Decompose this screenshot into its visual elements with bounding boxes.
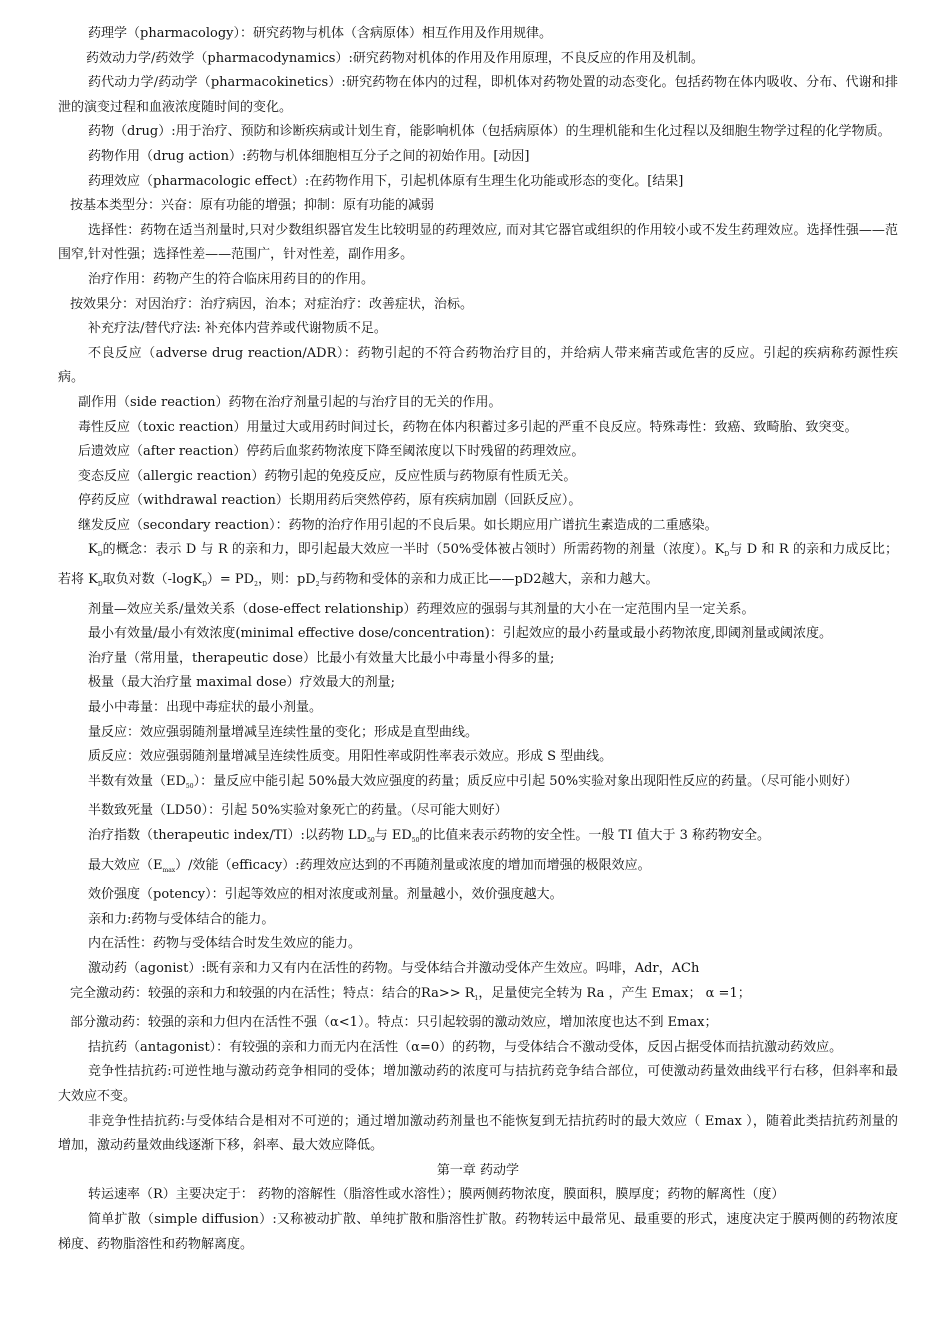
subscript: 2: [254, 581, 258, 589]
text-run: ）/效能（efficacy）:药理效应达到的不再随剂量或浓度的增加而增强的极限效应。: [175, 857, 651, 873]
text-run: 后遗效应（after reaction）停药后血浆药物浓度下降至阈浓度以下时残留的药理效应。: [78, 444, 585, 460]
paragraph: [58, 721, 898, 746]
text-run: 药理效应（pharmacologic effect）:在药物作用下，引起机体原有生理生化功能或形态的变化。[结果]: [88, 173, 684, 189]
text-run: 激动药（agonist）:既有亲和力又有内在活性的药物。与受体结合并激动受体产生效应。吗啡，Adr，ACh: [88, 960, 700, 976]
text-run: 完全激动药：较强的亲和力和较强的内在活性；特点：结合的Ra>> R: [70, 985, 475, 1001]
text-run: 药理学（pharmacology）：研究药物与机体（含病原体）相互作用及作用规律。: [88, 26, 552, 41]
subscript: 50: [411, 837, 420, 844]
paragraph: [58, 745, 898, 770]
text-run: 副作用（side reaction）药物在治疗剂量引起的与治疗目的无关的作用。: [78, 394, 502, 410]
text-run: 治疗指数（therapeutic index/TI）:以药物 LD: [88, 828, 368, 843]
text-run: 量反应：效应强弱随剂量增减呈连续性量的变化；形成是直型曲线。: [88, 724, 479, 740]
text-run: 亲和力:药物与受体结合的能力。: [88, 911, 275, 927]
paragraph: [58, 770, 898, 800]
text-run: 停药反应（withdrawal reaction）长期用药后突然停药，原有疾病加剧（回跃反应）。: [78, 493, 582, 509]
paragraph: [58, 883, 898, 908]
paragraph: [58, 514, 898, 539]
text-run: 第一章 药动学: [436, 1162, 520, 1178]
text-run: 转运速率（R）主要决定于： 药物的溶解性（脂溶性或水溶性）；膜两侧药物浓度，膜面积，膜厚度；药物的解离性（度）: [88, 1187, 785, 1203]
paragraph: [58, 622, 898, 647]
text-run: 不良反应（adverse drug reaction/ADR）：药物引起的不符合药物治疗目的，并给病人带来痛苦或危害的反应。引起的疾病称药源性疾病。: [58, 345, 898, 386]
text-run: 药效动力学/药效学（pharmacodynamics）:研究药物对机体的作用及作用原理，不良反应的作用及机制。: [86, 50, 704, 66]
paragraph: [58, 957, 898, 982]
text-run: 非竞争性拮抗药:与受体结合是相对不可逆的；通过增加激动药剂量也不能恢复到无拮抗药时的最大效应（ Emax ），随着此类拮抗药剂量的增加，激动药量效曲线逐渐下移，斜率、最大效应降低。: [58, 1113, 898, 1154]
text-run: ）= PD: [206, 572, 255, 588]
text-run: 与 D 和 R 的亲和力成反比；若将 K: [58, 542, 898, 588]
text-run: 最大效应（E: [88, 857, 163, 873]
text-run: 按效果分：对因治疗：治疗病因，治本；对症治疗：改善症状，治标。: [70, 296, 474, 312]
text-run: 选择性：药物在适当剂量时,只对少数组织器官发生比较明显的药理效应, 而对其它器官或组织的作用较小或不发生药理效应。选择性强——范围窄,针对性强；选择性差——范围广，针对性差，副作用多。: [58, 222, 898, 263]
text-run: 的概念：表示 D 与 R 的亲和力，即引起最大效应一半时（50%受体被占领时）所需药物的剂量（浓度）。K: [102, 542, 725, 558]
paragraph: [58, 1011, 898, 1036]
text-run: 效价强度（potency）：引起等效应的相对浓度或剂量。剂量越小，效价强度越大。: [88, 887, 563, 903]
paragraph: [58, 317, 898, 342]
paragraph: [58, 145, 898, 170]
text-run: 继发反应（secondary reaction）：药物的治疗作用引起的不良后果。如长期应用广谱抗生素造成的二重感染。: [78, 517, 718, 533]
subscript: D: [97, 581, 103, 589]
subscript: 50: [367, 837, 375, 844]
paragraph: [58, 47, 898, 72]
subscript: D: [97, 551, 103, 559]
paragraph: [58, 440, 898, 465]
text-run: 2: [533, 572, 542, 588]
text-run: 半数致死量（LD50）：引起 50%实验对象死亡的药量。（尽可能大则好）: [88, 803, 508, 819]
text-run: 部分激动药：较强的亲和力但内在活性不强（α<1）。特点：只引起较弱的激动效应，增加浓度也达不到 Emax；: [70, 1015, 718, 1031]
paragraph: [58, 598, 898, 623]
paragraph: [58, 647, 898, 672]
text-run: K: [88, 542, 98, 558]
paragraph: [58, 342, 898, 391]
text-run: 药物（drug）:用于治疗、预防和诊断疾病或计划生育，能影响机体（包括病原体）的生理机能和生化过程以及细胞生物学过程的化学物质。: [88, 124, 891, 140]
paragraph: [58, 194, 898, 219]
paragraph: [58, 824, 898, 854]
text-run: 内在活性：药物与受体结合时发生效应的能力。: [88, 936, 362, 952]
paragraph: [58, 696, 898, 721]
text-run: 最小有效量/最小有效浓度(minimal effective dose/concentration)：引起效应的最小药量或最小药物浓度,即阈剂量或阈浓度。: [88, 626, 832, 642]
text-run: 治疗量（常用量，therapeutic dose）比最小有效量大比最小中毒量小得多的量;: [88, 650, 555, 666]
paragraph: [58, 982, 898, 1012]
paragraph: [58, 908, 898, 933]
paragraph: [58, 465, 898, 490]
text-run: 毒性反应（toxic reaction）用量过大或用药时间过长，药物在体内积蓄过多引起的严重不良反应。特殊毒性：致癌、致畸胎、致突变。: [78, 419, 858, 435]
paragraph: [58, 71, 898, 120]
text-run: 补充疗法/替代疗法: 补充体内营养或代谢物质不足。: [88, 321, 387, 337]
paragraph: [58, 1183, 898, 1208]
paragraph: [58, 1208, 898, 1257]
subscript: max: [162, 866, 176, 874]
subscript: 50: [185, 782, 194, 790]
text-run: 的比值来表示药物的安全性。一般 TI 值大于 3 称药物安全。: [419, 828, 771, 843]
text-run: 简单扩散（simple diffusion）:又称被动扩散、单纯扩散和脂溶性扩散。药物转运中最常见、最重要的形式，速度决定于膜两侧的药物浓度梯度、药物脂溶性和药物解离度。: [58, 1211, 898, 1252]
paragraph: [58, 932, 898, 957]
text-run: 治疗作用：药物产生的符合临床用药目的的作用。: [88, 271, 375, 287]
section-heading: [58, 1159, 898, 1184]
paragraph: [58, 219, 898, 268]
text-run: 极量（最大治疗量 maximal dose）疗效最大的剂量;: [88, 675, 395, 691]
text-run: 半数有效量（ED: [88, 773, 186, 789]
subscript: D: [202, 581, 207, 589]
text-run: 最小中毒量：出现中毒症状的最小剂量。: [88, 700, 323, 716]
text-run: 剂量—效应关系/量效关系（dose-effect relationship）药理效应的强弱与其剂量的大小在一定范围内呈一定关系。: [88, 601, 755, 617]
text-run: 变态反应（allergic reaction）药物引起的免疫反应，反应性质与药物原有性质无关。: [78, 468, 577, 484]
text-run: ）：量反应中能引起 50%最大效应强度的药量；质反应中引起 50%实验对象出现阳性反应的药量。（尽可能小则好）: [193, 773, 858, 789]
text-run: 药物作用（drug action）:药物与机体细胞相互分子之间的初始作用。[动因]: [88, 148, 530, 164]
text-run: 越大，亲和力越大。: [541, 572, 659, 588]
paragraph: [58, 170, 898, 195]
text-run: ，足量使完全转为 Ra ，产生 Emax； α =1；: [478, 985, 751, 1001]
text-run: 与 ED: [374, 828, 412, 843]
paragraph: [58, 416, 898, 441]
text-run: 按基本类型分：兴奋：原有功能的增强；抑制：原有功能的减弱: [70, 198, 435, 214]
text-run: 与药物和受体的亲和力成正比——pD: [319, 572, 534, 588]
paragraph: [58, 268, 898, 293]
paragraph: [58, 538, 898, 597]
text-run: ，则：pD: [257, 572, 316, 588]
paragraph: [58, 1110, 898, 1159]
paragraph: [58, 120, 898, 145]
subscript: D: [724, 551, 730, 559]
text-run: 取负对数（-logK: [102, 572, 203, 588]
paragraph: [58, 293, 898, 318]
paragraph: [58, 489, 898, 514]
paragraph: [58, 1060, 898, 1109]
text-run: 竞争性拮抗药:可逆性地与激动药竞争相同的受体；增加激动药的浓度可与拮抗药竞争结合部位，可使激动药量效曲线平行右移，但斜率和最大效应不变。: [58, 1064, 898, 1104]
paragraph: [58, 22, 898, 47]
subscript: 1: [474, 994, 479, 1002]
subscript: 2: [315, 581, 320, 589]
paragraph: [58, 854, 898, 884]
paragraph: [58, 391, 898, 416]
paragraph: [58, 1036, 898, 1061]
paragraph: [58, 671, 898, 696]
text-run: 药代动力学/药动学（pharmacokinetics）:研究药物在体内的过程，即机体对药物处置的动态变化。包括药物在体内吸收、分布、代谢和排泄的演变过程和血液浓度随时间的变化。: [58, 75, 898, 115]
text-run: 拮抗药（antagonist）：有较强的亲和力而无内在活性（α=0）的药物，与受体结合不激动受体，反因占据受体而拮抗激动药效应。: [88, 1039, 843, 1055]
text-run: 质反应：效应强弱随剂量增减呈连续性质变。用阳性率或阴性率表示效应。形成 S 型曲线。: [88, 749, 613, 765]
paragraph: [58, 799, 898, 824]
